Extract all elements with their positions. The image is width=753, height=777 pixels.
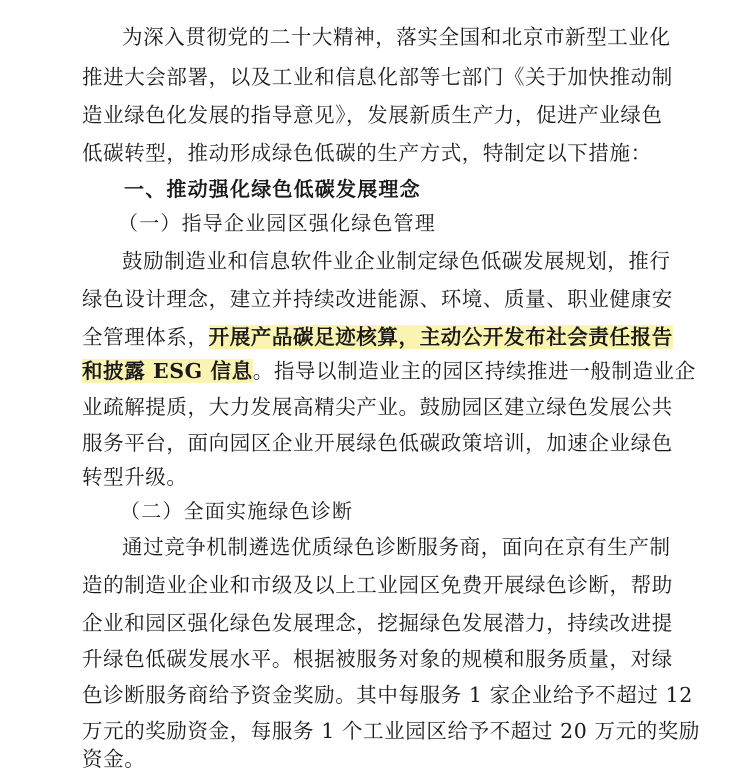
sub2-line-3: 企业和园区强化绿色发展理念，挖掘绿色发展潜力，持续改进提 <box>82 611 673 635</box>
sub1-line-4-text: 。指导以制造业主的园区持续推进一般制造业企 <box>252 359 696 383</box>
intro-line-2: 推进大会部署，以及工业和信息化部等七部门《关于加快推动制 <box>82 65 673 89</box>
highlighted-text: 开展产品碳足迹核算，主动公开发布社会责任报告 <box>208 325 673 349</box>
sub1-line-1: 鼓励制造业和信息软件业企业制定绿色低碳发展规划，推行 <box>122 249 671 273</box>
sub2-line-1: 通过竞争机制遴选优质绿色诊断服务商，面向在京有生产制 <box>122 535 671 559</box>
highlighted-text: 和披露 ESG 信息 <box>82 359 253 383</box>
subsection-2-heading: （二）全面实施绿色诊断 <box>120 499 354 523</box>
sub1-line-3-text: 全管理体系， <box>82 325 209 349</box>
sub2-line-4: 升绿色低碳发展水平。根据被服务对象的规模和服务质量，对绿 <box>82 647 673 671</box>
section-1-heading: 一、推动强化绿色低碳发展理念 <box>124 177 421 201</box>
sub2-line-6: 万元的奖励资金，每服务 1 个工业园区给予不超过 20 万元的奖励 <box>82 719 700 743</box>
subsection-1-heading: （一）指导企业园区强化绿色管理 <box>118 211 436 235</box>
intro-line-3: 造业绿色化发展的指导意见》，发展新质生产力，促进产业绿色 <box>82 103 663 127</box>
sub1-line-3 <box>82 322 673 352</box>
sub1-line-5: 业疏解提质，大力发展高精尖产业。鼓励园区建立绿色发展公共 <box>82 395 673 419</box>
intro-line-1: 为深入贯彻党的二十大精神，落实全国和北京市新型工业化 <box>122 25 671 49</box>
sub1-line-4 <box>82 356 696 386</box>
sub1-line-6: 服务平台，面向园区企业开展绿色低碳政策培训，加速企业绿色 <box>82 431 673 455</box>
sub2-line-7: 资金。 <box>82 747 146 771</box>
sub1-line-7: 转型升级。 <box>82 465 188 489</box>
sub1-line-2: 绿色设计理念，建立并持续改进能源、环境、质量、职业健康安 <box>82 287 673 311</box>
sub2-line-2: 造的制造业企业和市级及以上工业园区免费开展绿色诊断，帮助 <box>82 573 673 597</box>
sub2-line-5: 色诊断服务商给予资金奖励。其中每服务 1 家企业给予不超过 12 <box>82 683 693 707</box>
intro-line-4: 低碳转型，推动形成绿色低碳的生产方式，特制定以下措施： <box>82 141 652 165</box>
